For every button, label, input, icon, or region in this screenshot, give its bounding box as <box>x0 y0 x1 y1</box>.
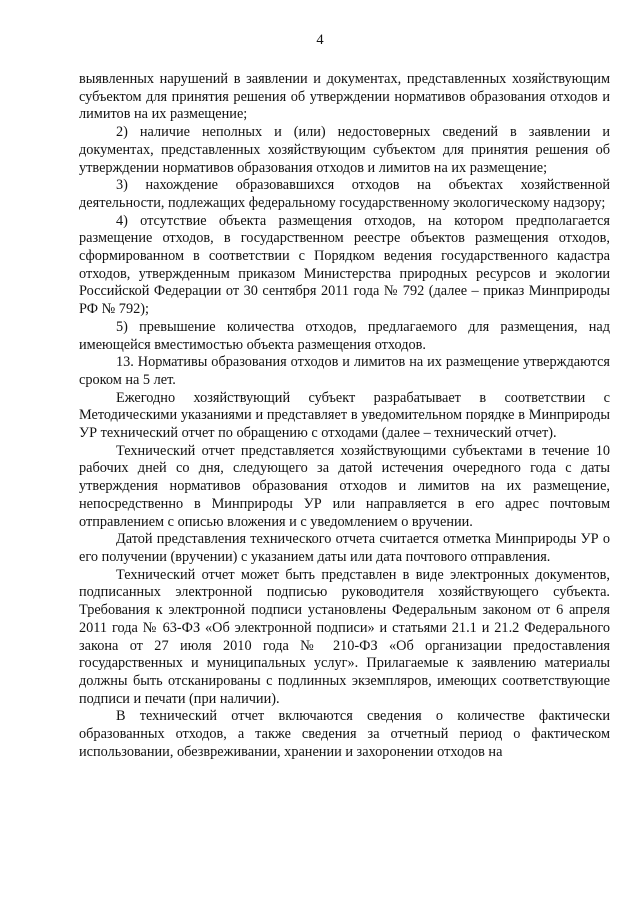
paragraph-continuation: выявленных нарушений в заявлении и документах, представленных хозяйствующим субъектом для принятия решения об утверждении нормативов образования отходов и лимитов на их размещение; <box>79 71 610 123</box>
document-body <box>79 71 610 761</box>
paragraph-electronic-documents: Технический отчет может быть представлен в виде электронных документов, подписанных электронной подписью руководителя хозяйствующего субъекта. Требования к электронной подписи установлены Федеральным законом от 6 апреля 2011 года № 63-ФЗ «Об электронной подписи» и статьями 21.1 и 21.2 Федерального закона от 27 июля 2010 года № 210-ФЗ «Об организации предоставления государственных и муниципальных услуг». Прилагаемые к заявлению материалы должны быть отсканированы с подлинных экземпляров, имеющих соответствующие подписи и печати (при наличии). <box>79 566 610 707</box>
paragraph-report-contents: В технический отчет включаются сведения о количестве фактически образованных отходов, а также сведения за отчетный период о фактическом использовании, обезвреживании, хранении и захоронении отходов на <box>79 708 610 760</box>
list-item-3: 3) нахождение образовавшихся отходов на объектах хозяйственной деятельности, подлежащих федеральному государственному экологическому надзору; <box>79 177 610 211</box>
list-item-4: 4) отсутствие объекта размещения отходов, на котором предполагается размещение отходов, в государственном реестре объектов размещения отходов, сформированном в соответствии с Порядком ведения государственного кадастра отходов, утвержденным приказом Министерства природных ресурсов и экологии Российской Федерации от 30 сентября 2011 года № 792 (далее – приказ Минприроды РФ № 792); <box>79 212 610 318</box>
paragraph-annual-report: Ежегодно хозяйствующий субъект разрабатывает в соответствии с Методическими указаниями и представляет в уведомительном порядке в Минприроды УР технический отчет по обращению с отходами (далее – технический отчет). <box>79 389 610 442</box>
page-number: 4 <box>316 32 324 48</box>
list-item-2: 2) наличие неполных и (или) недостоверных сведений в заявлении и документах, представленных хозяйствующим субъектом для принятия решения об утверждении нормативов образования отходов и лимитов на их размещение; <box>79 124 610 176</box>
paragraph-submission-date: Датой представления технического отчета считается отметка Минприроды УР о его получении (вручении) с указанием даты или дата почтового отправления. <box>79 531 610 565</box>
paragraph-report-submission: Технический отчет представляется хозяйствующими субъектами в течение 10 рабочих дней со дня, следующего за датой истечения очередного года с даты утверждения нормативов образования отходов и лимитов на их размещение, непосредственно в Минприроды УР или направляется в его адрес почтовым отправлением с описью вложения и с уведомлением о вручении. <box>79 442 610 530</box>
clause-13: 13. Нормативы образования отходов и лимитов на их размещение утверждаются сроком на 5 лет. <box>79 354 610 388</box>
list-item-5: 5) превышение количества отходов, предлагаемого для размещения, над имеющейся вместимостью объекта размещения отходов. <box>79 318 610 353</box>
